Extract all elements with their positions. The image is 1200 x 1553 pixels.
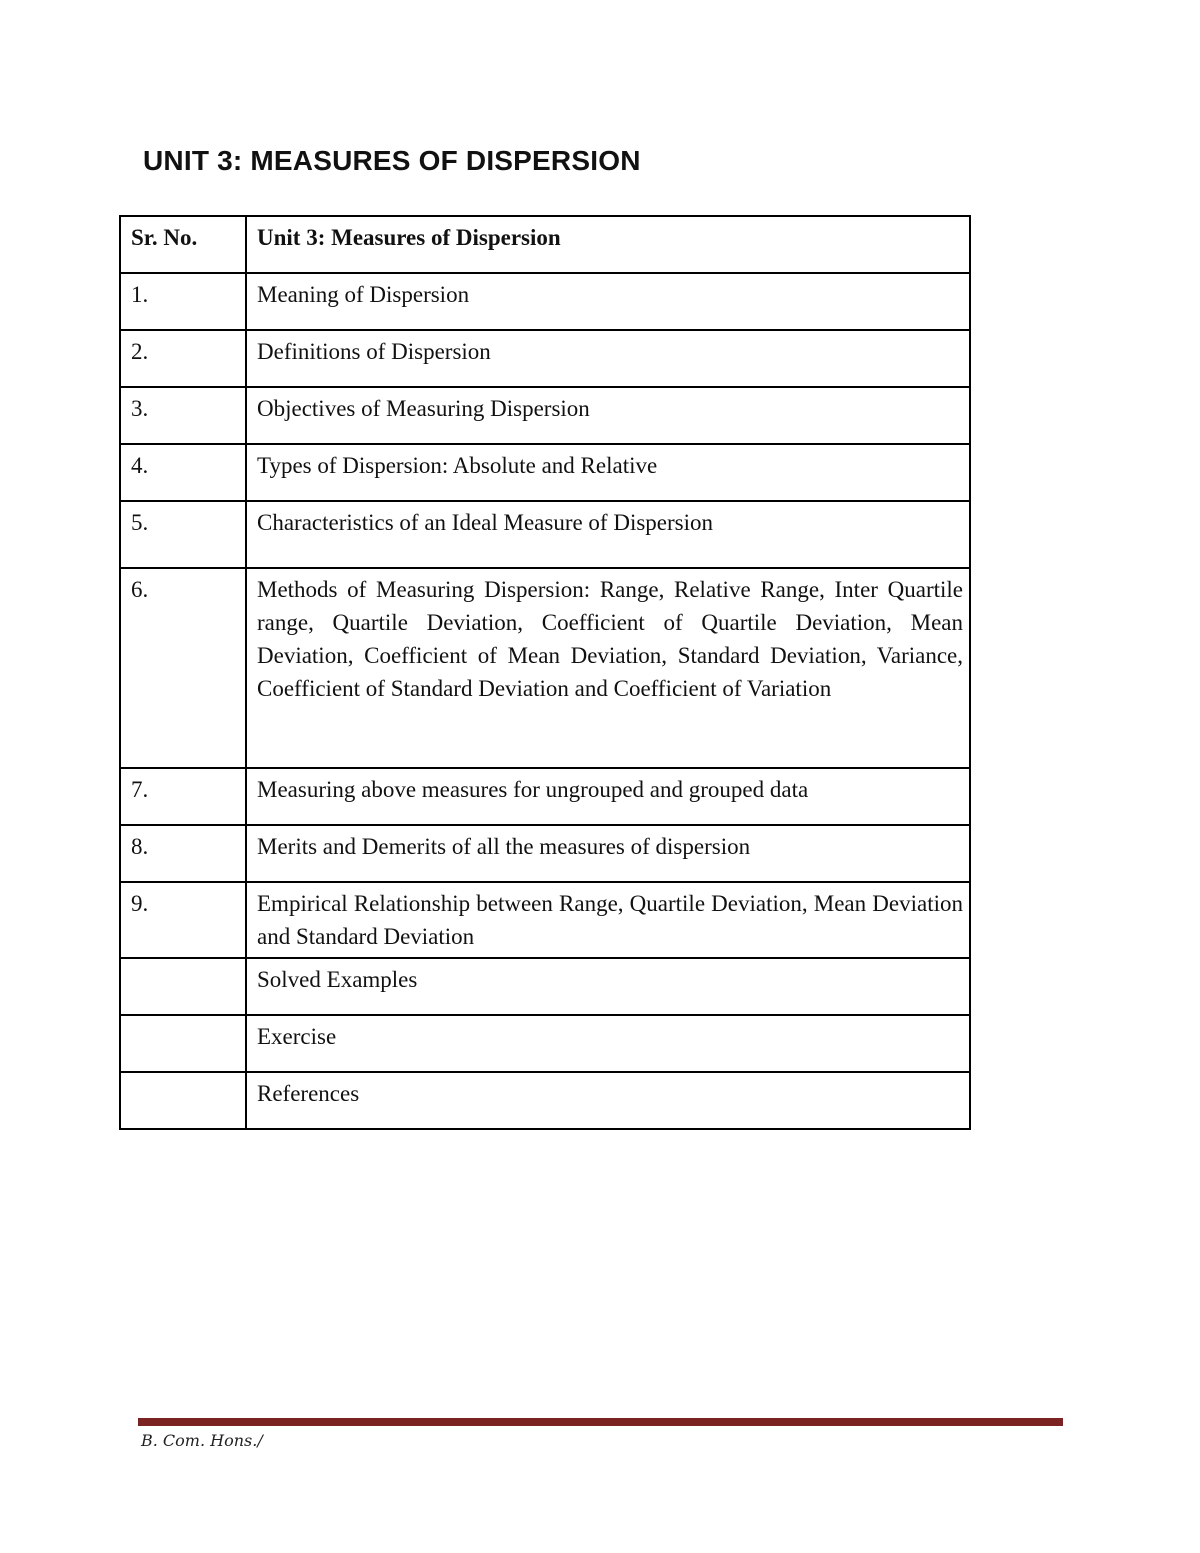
header-sr-no: Sr. No. xyxy=(120,216,246,273)
row-sr-no xyxy=(120,1072,246,1129)
table-row xyxy=(120,273,970,330)
row-topic: References xyxy=(246,1072,970,1129)
table-row xyxy=(120,1072,970,1129)
row-sr-no: 7. xyxy=(120,768,246,825)
row-sr-no: 1. xyxy=(120,273,246,330)
row-sr-no: 4. xyxy=(120,444,246,501)
footer-divider xyxy=(138,1418,1063,1426)
table-row xyxy=(120,568,970,768)
row-topic: Empirical Relationship between Range, Quartile Deviation, Mean Deviation and Standard Deviation xyxy=(246,882,970,958)
row-sr-no: 2. xyxy=(120,330,246,387)
table-row xyxy=(120,958,970,1015)
row-sr-no: 3. xyxy=(120,387,246,444)
table-row xyxy=(120,501,970,568)
table-row xyxy=(120,768,970,825)
row-sr-no xyxy=(120,958,246,1015)
row-topic: Methods of Measuring Dispersion: Range, Relative Range, Inter Quartile range, Quartile Deviation, Coefficient of Quartile Deviation, Mean Deviation, Coefficient of Mean Deviation, Standard Deviation, Variance, Coefficient of Standard Deviation and Coefficient of Variation xyxy=(246,568,970,768)
header-topic: Unit 3: Measures of Dispersion xyxy=(246,216,970,273)
table-row xyxy=(120,330,970,387)
row-topic: Solved Examples xyxy=(246,958,970,1015)
table-row xyxy=(120,825,970,882)
row-sr-no xyxy=(120,1015,246,1072)
row-topic: Characteristics of an Ideal Measure of Dispersion xyxy=(246,501,970,568)
table-row xyxy=(120,444,970,501)
row-sr-no: 8. xyxy=(120,825,246,882)
row-topic: Objectives of Measuring Dispersion xyxy=(246,387,970,444)
row-topic: Types of Dispersion: Absolute and Relative xyxy=(246,444,970,501)
table-header-row xyxy=(120,216,970,273)
row-topic: Meaning of Dispersion xyxy=(246,273,970,330)
contents-table xyxy=(119,215,971,1130)
page-title: UNIT 3: MEASURES OF DISPERSION xyxy=(143,145,641,176)
row-topic: Measuring above measures for ungrouped and grouped data xyxy=(246,768,970,825)
footer-text: B. Com. Hons./ xyxy=(141,1431,263,1450)
table-row xyxy=(120,1015,970,1072)
row-topic: Definitions of Dispersion xyxy=(246,330,970,387)
table-row xyxy=(120,387,970,444)
row-sr-no: 6. xyxy=(120,568,246,768)
table-row xyxy=(120,882,970,958)
row-sr-no: 9. xyxy=(120,882,246,958)
row-sr-no: 5. xyxy=(120,501,246,568)
row-topic: Exercise xyxy=(246,1015,970,1072)
row-topic: Merits and Demerits of all the measures of dispersion xyxy=(246,825,970,882)
